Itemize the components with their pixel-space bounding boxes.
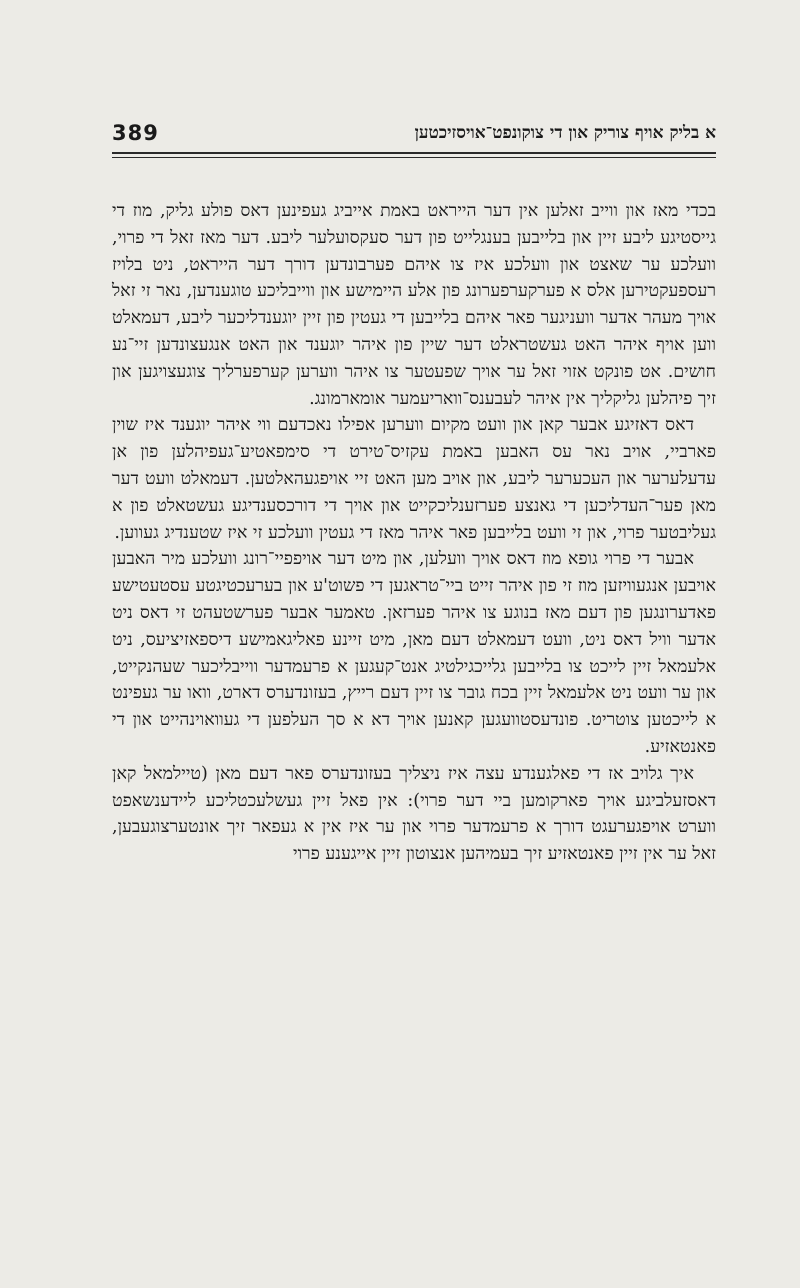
- paragraph: איך גלויב אז די פאלגענדע עצה איז ניצליך בעזונדערס פאר דעם מאן (טיילמאל קאן דאסזעלביגע אויך פארקומען ביי דער פרוי): אין פאל זיין געשלעכטליכע ליידענשאפט ווערט אויפגערעגט דורך א פרעמדער פרוי און ער איז אין א געפאר זיך אונטערצוגעבען, זאל ער אין זיין פאנטאזיע זיך בעמיהען אנצוטון זיין אייגענע פרוי: [112, 763, 716, 865]
- paragraph: בכדי מאז און ווייב זאלען אין דער הייראט באמת אייביג געפינען דאס פולע גליק, מוז די גייסטיגע ליבע זיין און בלייבען בענגלייט פון דער סעקסועלער ליבע. דער מאז זאל די פרוי, וועלכע ער שאצט און וועלכע איז צו איהם פערבונדען דורך דער הייראט, ניט בלויז רעספעקטירען אלס א פערקערפערונג פון אלע היימישע און ווייבליכע טוגענדען, נאר זי זאל אויך מעהר אדער וועניגער פאר איהם בלייבען די געטין פון זיין יוגענדליכער ליבע, דעמאלט ווען אויף איהר האט געשטראלט דער שיין פון איהר יוגענד און האט אנגעצונדען זיי־נע חושים. אט פונקט אזוי זאל ער אויך שפעטער צו איהר ווערען קערפערליך צוגעצויגען און זיך פיהלען גליקליך אין איהר לעבענס־וואריעמער אומארמונג.: [112, 201, 716, 409]
- paragraph: דאס דאזיגע אבער קאן און וועט מקיום ווערען אפילו נאכדעם ווי איהר יוגענד איז שוין פארביי, אויב נאר עס האבען באמת עקזיס־טירט די סימפאטיע־געפיהלען פון אן עדעלערער און העכערער ליבע, און אויב מען האט זיי אויפגעהאלטען. דעמאלט וועט דער מאן פער־העדליכען די גאנצע פערזענליכקייט און אויך די דורכסענדיגע געשטאלט פון א געליבטער פרוי, און זי וועט בלייבען פאר איהר מאז די געטין וועלכע זי איז שטענדיג געווען.: [112, 415, 716, 543]
- running-title: א בליק אויף צוריק און די צוקונפט־אויסזיכטען: [414, 123, 716, 143]
- page-number: 389: [112, 121, 159, 145]
- body-text: [112, 198, 716, 868]
- paragraph: אבער די פרוי גופא מוז דאס אויך וועלען, און מיט דער אויפפיי־רונג וועלכע מיר האבען אויבען אנגעוויזען מוז זי פון איהר זייט ביי־טראגען די פשוט'ע און בערעכטיגטע עסטעטישע פאדערונגען פון דעם מאז בנוגע צו איהר פערזאן. טאמער אבער פערשטעהט זי דאס ניט אדער וויל דאס ניט, וועט דעמאלט דעם מאן, מיט זיינע פאליגאמישע דיספאזיציעס, ניט אלעמאל זיין לייכט צו בלייבען גלייכגילטיג אנט־קעגען א פרעמדער ווייבליכער שעהנקייט, און ער וועט ניט אלעמאל זיין בכח גובר צו זיין דעם רייץ, בעזונדערס דארט, וואו ער געפינט א לייכטען צוטריט. פונדעסטוועגען קאנען אויך דא א סך העלפען די געוואוינהייט און די פאנטאזיע.: [112, 549, 716, 757]
- header-rule: [112, 152, 716, 154]
- header-rule-thin: [112, 157, 716, 158]
- page-header: [112, 116, 716, 150]
